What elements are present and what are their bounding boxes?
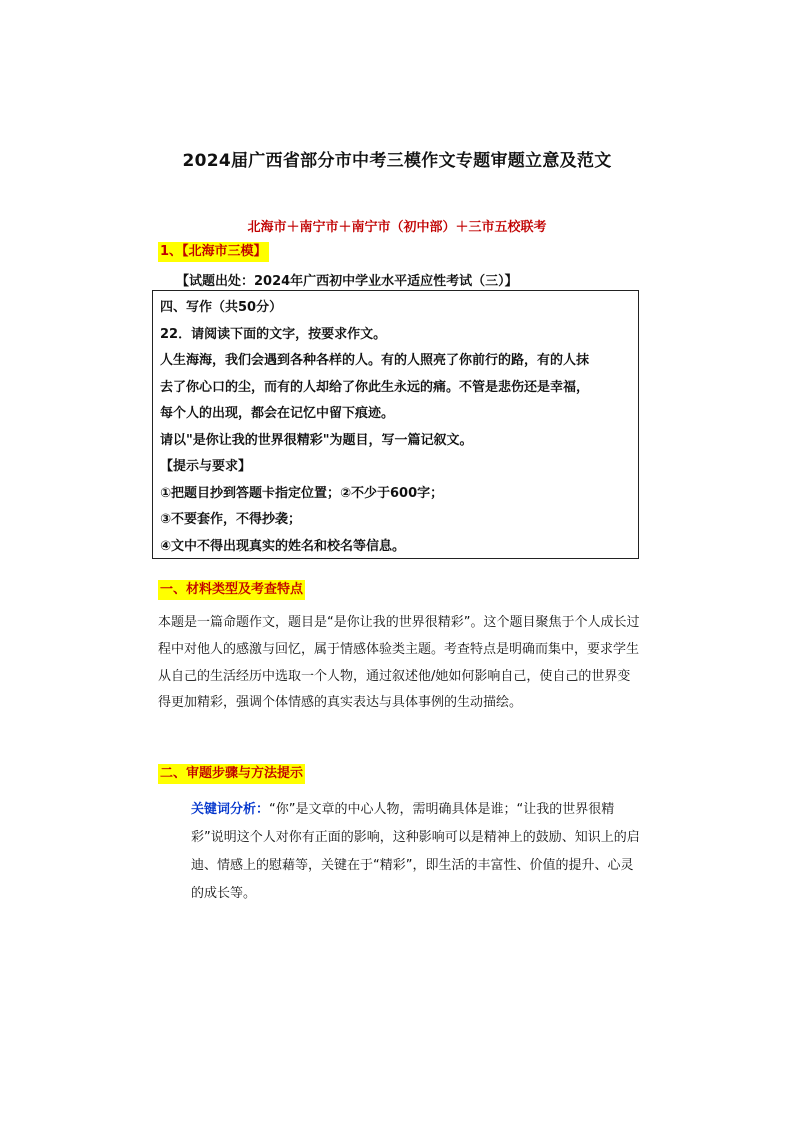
question-line: 22．请阅读下面的文字，按要求作文。 [160, 326, 387, 342]
question-line: 每个人的出现，都会在记忆中留下痕迹。 [160, 406, 395, 421]
document-title: 2024届广西省部分市中考三模作文专题审题立意及范文 [182, 151, 612, 171]
question-line: 【提示与要求】 [160, 459, 252, 474]
question-line: ③不要套作，不得抄袭； [160, 512, 302, 527]
question-box [152, 290, 639, 559]
section-1-heading: 1、【北海市三模】 [158, 242, 269, 262]
section-a-heading: 一、材料类型及考查特点 [158, 580, 305, 600]
question-line: 去了你心口的尘，而有的人却给了你此生永远的痛。不管是悲伤还是幸福， [160, 379, 590, 395]
question-source: 【试题出处：2024年广西初中学业水平适应性考试（三）】 [176, 274, 518, 289]
section-1-heading-wrapper [158, 240, 269, 262]
question-line: 请以"是你让我的世界很精彩"为题目，写一篇记叙文。 [160, 432, 473, 448]
question-line: 四、写作（共50分） [160, 300, 283, 315]
section-b-heading: 二、审题步骤与方法提示 [158, 764, 305, 784]
question-line: 人生海海，我们会遇到各种各样的人。有的人照亮了你前行的路，有的人抹 [160, 353, 590, 368]
section-a-paragraph: 本题是一篇命题作文，题目是“是你让我的世界很精彩”。这个题目聚焦于个人成长过程中对他人的感激与回忆，属于情感体验类主题。考查特点是明确而集中，要求学生从自己的生活经历中选取一个人物，通过叙述他/她如何影响自己，使自己的世界变得更加精彩，强调个体情感的真实表达与具体事例的生动描绘。 [158, 615, 640, 711]
section-a-heading-wrapper [158, 578, 305, 600]
section-b-heading-wrapper [158, 762, 305, 784]
keyword-label: 关键词分析： [191, 802, 270, 817]
keyword-analysis-text: “你”是文章的中心人物，需明确具体是谁；“让我的世界很精彩”说明这个人对你有正面的影响，这种影响可以是精神上的鼓励、知识上的启迪、情感上的慰藉等，关键在于“精彩”，即生活的丰富性、价值的提升、心灵的成长等。 [191, 802, 640, 901]
question-line: ①把题目抄到答题卡指定位置；②不少于600字； [160, 485, 444, 501]
document-subtitle: 北海市＋南宁市＋南宁市（初中部）＋三市五校联考 [247, 220, 547, 235]
section-b-paragraph [191, 796, 643, 908]
question-line: ④文中不得出现真实的姓名和校名等信息。 [160, 538, 406, 554]
